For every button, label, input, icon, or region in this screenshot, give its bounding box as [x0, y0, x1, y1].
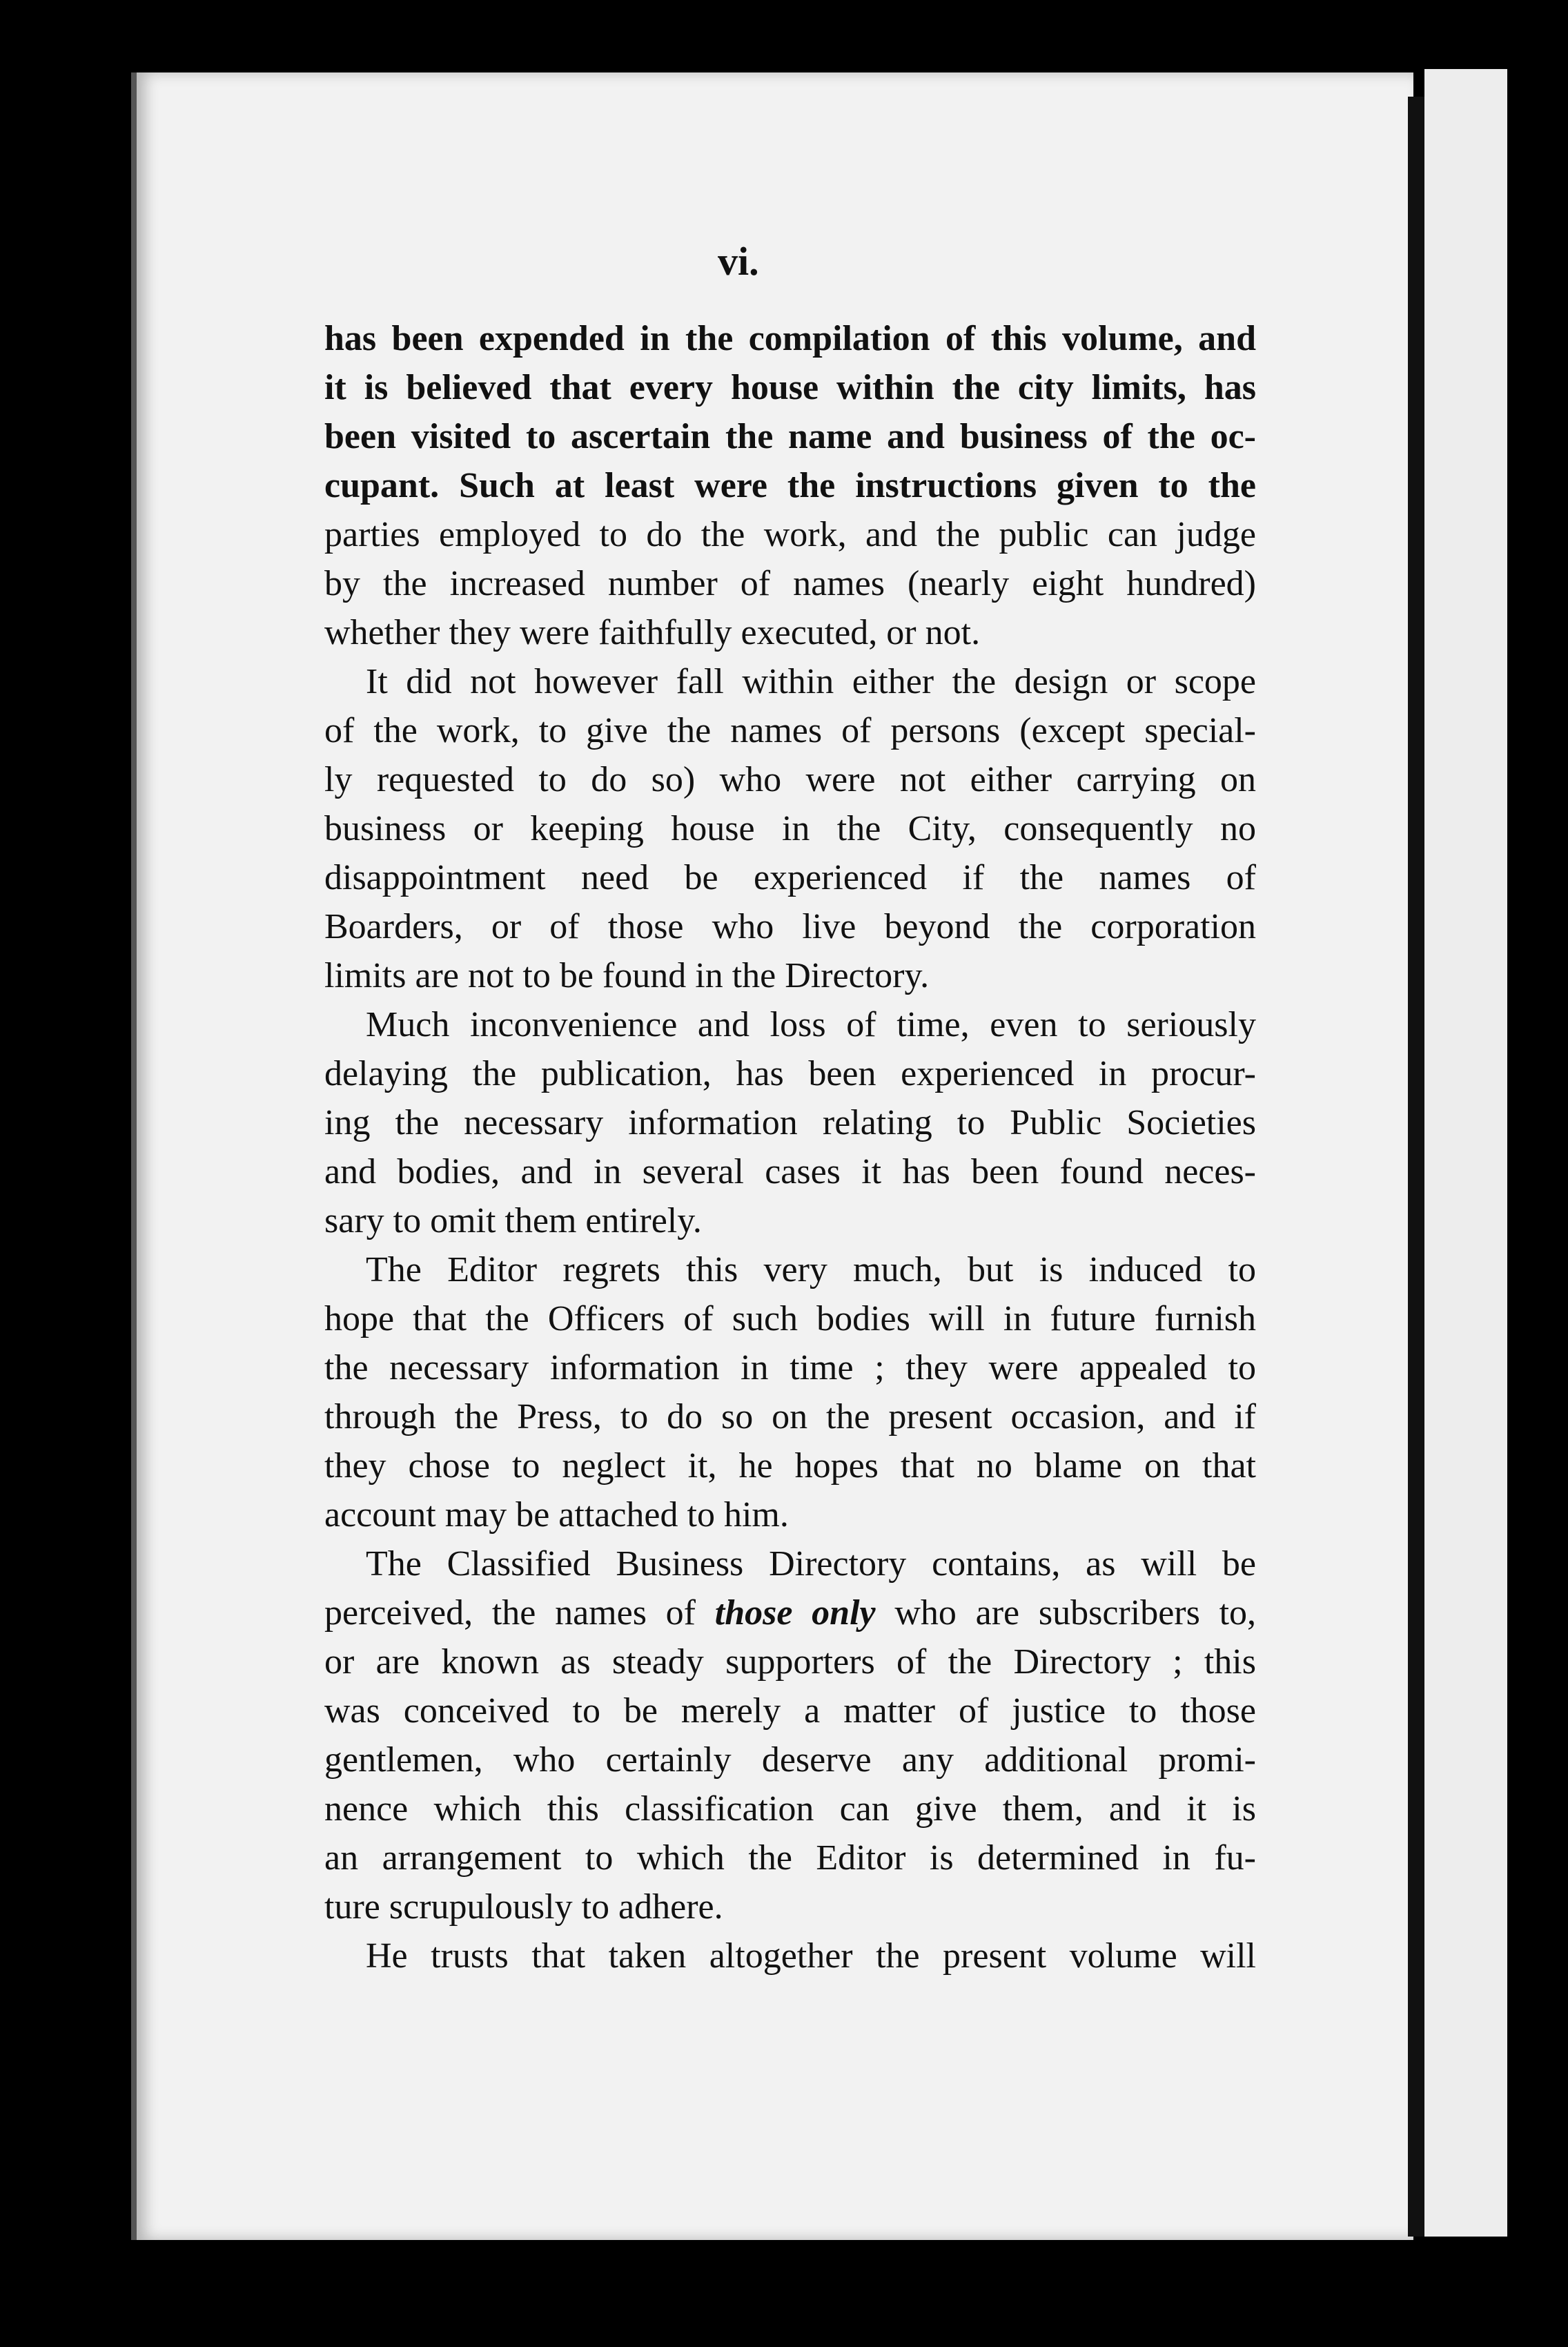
- page-number: vi.: [718, 239, 759, 284]
- text-line: gentlemen, who certainly deserve any additional promi-: [324, 1740, 1256, 1780]
- paragraph-4: [324, 1245, 1256, 1539]
- page-gutter-shadow: [1408, 97, 1424, 2237]
- text-line: was conceived to be merely a matter of justice to those: [324, 1691, 1256, 1731]
- paragraph-2: [324, 657, 1256, 1000]
- text-line: It did not however fall within either the design or scope: [366, 662, 1256, 701]
- text-line: He trusts that taken altogether the present volume will: [366, 1936, 1256, 1976]
- text-line: disappointment need be experienced if the names of: [324, 858, 1256, 897]
- text-line: sary to omit them entirely.: [324, 1201, 702, 1240]
- text-segment: who are subscribers to,: [894, 1593, 1257, 1633]
- text-line: whether they were faithfully executed, or not.: [324, 613, 981, 652]
- text-line: has been expended in the compilation of this volume, and: [324, 319, 1256, 358]
- text-line: through the Press, to do so on the present occasion, and if: [324, 1397, 1256, 1437]
- text-line: limits are not to be found in the Directory.: [324, 956, 930, 995]
- text-line: or are known as steady supporters of the Directory ; this: [324, 1642, 1256, 1682]
- text-line: by the increased number of names (nearly eight hundred): [324, 564, 1256, 603]
- text-line: been visited to ascertain the name and business of the oc-: [324, 417, 1256, 456]
- text-line: account may be attached to him.: [324, 1495, 789, 1535]
- paragraph-1: [324, 314, 1256, 657]
- paragraph-6: [324, 1931, 1256, 1980]
- text-line: they chose to neglect it, he hopes that no blame on that: [324, 1446, 1256, 1486]
- emphasized-text: those only: [714, 1593, 876, 1633]
- text-line: the necessary information in time ; they were appealed to: [324, 1348, 1256, 1387]
- text-line: Much inconvenience and loss of time, even to seriously: [366, 1005, 1256, 1044]
- text-line: ly requested to do so) who were not either carrying on: [324, 760, 1256, 799]
- text-line: The Classified Business Directory contains, as will be: [366, 1544, 1256, 1584]
- text-line: nence which this classification can give them, and it is: [324, 1789, 1256, 1829]
- text-line: ture scrupulously to adhere.: [324, 1887, 723, 1927]
- text-line-with-emphasis: [324, 1588, 1256, 1637]
- text-line: an arrangement to which the Editor is determined in fu-: [324, 1838, 1256, 1878]
- text-line: it is believed that every house within the city limits, has: [324, 368, 1256, 407]
- paragraph-5: [324, 1539, 1256, 1931]
- text-line: The Editor regrets this very much, but is induced to: [366, 1250, 1256, 1289]
- text-line: hope that the Officers of such bodies will in future furnish: [324, 1299, 1256, 1338]
- text-line: cupant. Such at least were the instructions given to the: [324, 466, 1256, 505]
- text-line: delaying the publication, has been experienced in procur-: [324, 1054, 1256, 1093]
- facing-page-edge: [1424, 69, 1507, 2237]
- text-line: Boarders, or of those who live beyond the corporation: [324, 907, 1256, 946]
- text-line: ing the necessary information relating to Public Societies: [324, 1103, 1256, 1142]
- paragraph-3: [324, 1000, 1256, 1245]
- body-text: [324, 314, 1256, 1980]
- text-line: of the work, to give the names of persons (except special-: [324, 711, 1256, 750]
- text-segment: perceived, the names of: [324, 1593, 696, 1633]
- text-line: parties employed to do the work, and the public can judge: [324, 515, 1256, 554]
- text-line: and bodies, and in several cases it has been found neces-: [324, 1152, 1256, 1191]
- text-line: business or keeping house in the City, consequently no: [324, 809, 1256, 848]
